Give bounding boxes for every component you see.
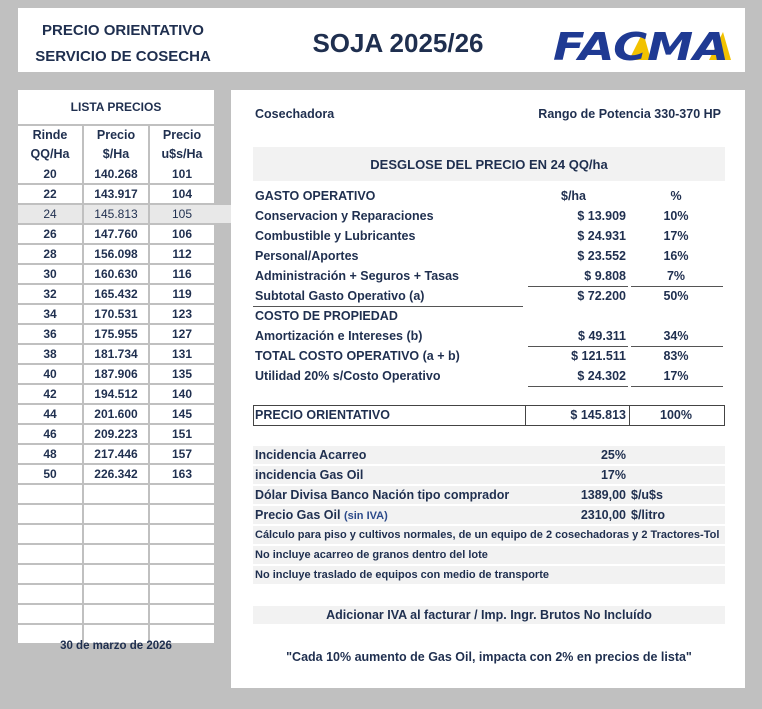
incidence-value: 17% (600, 468, 626, 482)
section-property: COSTO DE PROPIEDAD (255, 309, 398, 323)
item-amount: $ 24.931 (577, 229, 626, 243)
precio-ars-cell (84, 505, 148, 523)
dollar-rate-unit: $/u$s (631, 488, 663, 502)
note-calculation: Cálculo para piso y cultivos normales, de un equipo de 2 cosechadoras y 2 Tractores-Tol (255, 529, 720, 541)
precio-usd-cell: 105 (150, 205, 214, 223)
amortization-pct: 34% (663, 329, 689, 343)
table-row (18, 525, 214, 543)
rinde-cell (18, 485, 82, 503)
rinde-cell (18, 605, 82, 623)
machine-label: Cosechadora (255, 107, 335, 121)
rinde-cell: 46 (18, 425, 82, 443)
precio-usd-cell (150, 525, 214, 543)
table-row (18, 605, 214, 623)
header (18, 8, 745, 72)
final-price-pct: 100% (660, 408, 692, 422)
subtotal-pct: 50% (663, 289, 689, 303)
precio-usd-cell: 116 (150, 265, 214, 283)
table-row (18, 465, 214, 483)
amortization-amount: $ 49.311 (578, 329, 626, 343)
precio-usd-cell: 145 (150, 405, 214, 423)
rinde-cell (18, 545, 82, 563)
price-breakdown-panel (231, 90, 745, 688)
gasoil-note: (sin IVA) (343, 510, 388, 522)
table-row (18, 385, 214, 403)
table-row (18, 165, 214, 183)
dollar-rate-value: 1389,00 (580, 488, 626, 502)
selected-row-connector (214, 205, 231, 223)
precio-ars-cell: 170.531 (84, 305, 148, 323)
precio-ars-cell: 194.512 (84, 385, 148, 403)
precio-ars-cell: 165.432 (84, 285, 148, 303)
rinde-cell (18, 505, 82, 523)
rinde-cell: 38 (18, 345, 82, 363)
precio-usd-cell: 123 (150, 305, 214, 323)
amortization-label: Amortización e Intereses (b) (255, 329, 423, 343)
rinde-cell: 48 (18, 445, 82, 463)
table-row (18, 545, 214, 563)
subtotal-underline (253, 306, 523, 307)
incidence-label: Incidencia Acarreo (255, 448, 367, 462)
item-pct: 16% (663, 249, 689, 263)
rinde-cell: 42 (18, 385, 82, 403)
pct-underline (631, 286, 723, 287)
incidence-label: incidencia Gas Oil (255, 468, 364, 482)
total-amount: $ 121.511 (571, 349, 626, 363)
subtotal-amount: $ 72.200 (577, 289, 626, 303)
precio-usd-cell: 135 (150, 365, 214, 383)
rinde-cell: 20 (18, 165, 82, 183)
table-row (18, 345, 214, 363)
precio-ars-cell (84, 605, 148, 623)
header-title-line1: PRECIO ORIENTATIVO (42, 22, 204, 39)
rinde-cell: 44 (18, 405, 82, 423)
note-traslado: No incluye traslado de equipos con medio de transporte (255, 569, 549, 581)
amount-underline (528, 346, 628, 347)
table-row (18, 405, 214, 423)
precio-ars-cell: 201.600 (84, 405, 148, 423)
item-label: Conservacion y Reparaciones (255, 209, 434, 223)
precio-usd-cell: 140 (150, 385, 214, 403)
precio-ars-cell: 147.760 (84, 225, 148, 243)
precio-usd-cell: 157 (150, 445, 214, 463)
precio-ars-cell: 156.098 (84, 245, 148, 263)
header-title-line2: SERVICIO DE COSECHA (35, 48, 211, 65)
profit-label: Utilidad 20% s/Costo Operativo (255, 369, 441, 383)
rinde-cell (18, 565, 82, 583)
precio-ars-cell: 187.906 (84, 365, 148, 383)
precio-ars-cell: 143.917 (84, 185, 148, 203)
precio-ars-cell: 181.734 (84, 345, 148, 363)
rinde-cell (18, 585, 82, 603)
rinde-cell: 36 (18, 325, 82, 343)
rinde-cell: 28 (18, 245, 82, 263)
precio-usd-cell: 104 (150, 185, 214, 203)
table-row (18, 445, 214, 463)
gasoil-impact-note: "Cada 10% aumento de Gas Oil, impacta con 2% en precios de lista" (286, 650, 692, 664)
precio-ars-cell: 209.223 (84, 425, 148, 443)
table-row (18, 585, 214, 603)
precio-usd-cell: 127 (150, 325, 214, 343)
gasoil-price-value: 2310,00 (580, 508, 626, 522)
total-pct: 83% (663, 349, 689, 363)
rinde-cell: 26 (18, 225, 82, 243)
precio-ars-cell: 140.268 (84, 165, 148, 183)
rinde-cell: 24 (18, 205, 82, 223)
table-row (18, 485, 214, 503)
precio-ars-cell: 160.630 (84, 265, 148, 283)
profit-pct: 17% (663, 369, 689, 383)
item-pct: 7% (666, 269, 686, 283)
item-label: Combustible y Lubricantes (255, 229, 416, 243)
table-row (18, 325, 214, 343)
item-amount: $ 13.909 (577, 209, 626, 223)
subtotal-label: Subtotal Gasto Operativo (a) (255, 289, 425, 303)
gasoil-price-unit: $/litro (631, 508, 666, 522)
precio-usd-cell: 131 (150, 345, 214, 363)
amount-underline (528, 286, 628, 287)
incidence-value: 25% (600, 448, 626, 462)
precio-ars-cell (84, 565, 148, 583)
facma-logo (551, 24, 736, 68)
col-header-rinde: Rinde QQ/Ha (18, 126, 82, 165)
precio-ars-cell: 145.813 (84, 205, 148, 223)
precio-ars-cell (84, 585, 148, 603)
col-header-precio-ars: Precio $/Ha (84, 126, 148, 165)
precio-usd-cell (150, 505, 214, 523)
precio-usd-cell (150, 565, 214, 583)
amount-underline (528, 386, 628, 387)
breakdown-title: DESGLOSE DEL PRECIO EN 24 QQ/ha (370, 157, 608, 172)
rinde-cell: 22 (18, 185, 82, 203)
price-list-rows (18, 165, 214, 645)
precio-ars-cell: 226.342 (84, 465, 148, 483)
product-title: SOJA 2025/26 (312, 28, 484, 58)
item-pct: 17% (663, 229, 689, 243)
table-row (18, 285, 214, 303)
item-amount: $ 23.552 (577, 249, 626, 263)
price-list-header (18, 126, 214, 165)
gasoil-price-label: Precio Gas Oil (sin IVA) (255, 508, 388, 522)
section-operating: GASTO OPERATIVO (255, 189, 376, 203)
table-row (18, 565, 214, 583)
rinde-cell: 34 (18, 305, 82, 323)
precio-ars-cell: 175.955 (84, 325, 148, 343)
precio-usd-cell: 163 (150, 465, 214, 483)
iva-note: Adicionar IVA al facturar / Imp. Ingr. Brutos No Incluído (326, 608, 652, 622)
precio-ars-cell: 217.446 (84, 445, 148, 463)
table-row (18, 225, 214, 243)
precio-usd-cell (150, 585, 214, 603)
table-row (18, 425, 214, 443)
final-price-amount: $ 145.813 (570, 408, 626, 422)
rinde-cell: 30 (18, 265, 82, 283)
power-range: Rango de Potencia 330-370 HP (538, 107, 721, 121)
rinde-cell: 50 (18, 465, 82, 483)
rinde-cell: 32 (18, 285, 82, 303)
precio-usd-cell: 151 (150, 425, 214, 443)
precio-usd-cell: 112 (150, 245, 214, 263)
precio-usd-cell (150, 545, 214, 563)
price-list-title: LISTA PRECIOS (18, 90, 214, 124)
rinde-cell: 40 (18, 365, 82, 383)
precio-usd-cell (150, 485, 214, 503)
col-amount-header: $/ha (561, 189, 587, 203)
item-pct: 10% (663, 209, 689, 223)
precio-usd-cell: 106 (150, 225, 214, 243)
table-row (18, 205, 214, 223)
col-pct-header: % (670, 189, 682, 203)
pct-underline (631, 386, 723, 387)
precio-usd-cell (150, 605, 214, 623)
precio-ars-cell (84, 525, 148, 543)
note-acarreo: No incluye acarreo de granos dentro del lote (255, 549, 488, 561)
item-amount: $ 9.808 (584, 269, 626, 283)
price-date: 30 de marzo de 2026 (60, 640, 172, 652)
dollar-rate-label: Dólar Divisa Banco Nación tipo comprador (255, 488, 510, 502)
final-price-label: PRECIO ORIENTATIVO (255, 408, 390, 422)
item-label: Personal/Aportes (255, 249, 359, 263)
table-row (18, 305, 214, 323)
rinde-cell (18, 525, 82, 543)
table-row (18, 185, 214, 203)
precio-usd-cell: 101 (150, 165, 214, 183)
precio-usd-cell: 119 (150, 285, 214, 303)
col-header-precio-usd: Precio u$s/Ha (150, 126, 214, 165)
final-price-divider (629, 405, 630, 426)
svg-text:FACMA: FACMA (553, 25, 729, 68)
item-label: Administración + Seguros + Tasas (255, 269, 460, 283)
table-row (18, 265, 214, 283)
profit-amount: $ 24.302 (577, 369, 626, 383)
precio-ars-cell (84, 485, 148, 503)
table-row (18, 505, 214, 523)
table-row (18, 365, 214, 383)
total-label: TOTAL COSTO OPERATIVO (a + b) (255, 349, 460, 363)
table-row (18, 245, 214, 263)
precio-ars-cell (84, 545, 148, 563)
pct-underline (631, 346, 723, 347)
